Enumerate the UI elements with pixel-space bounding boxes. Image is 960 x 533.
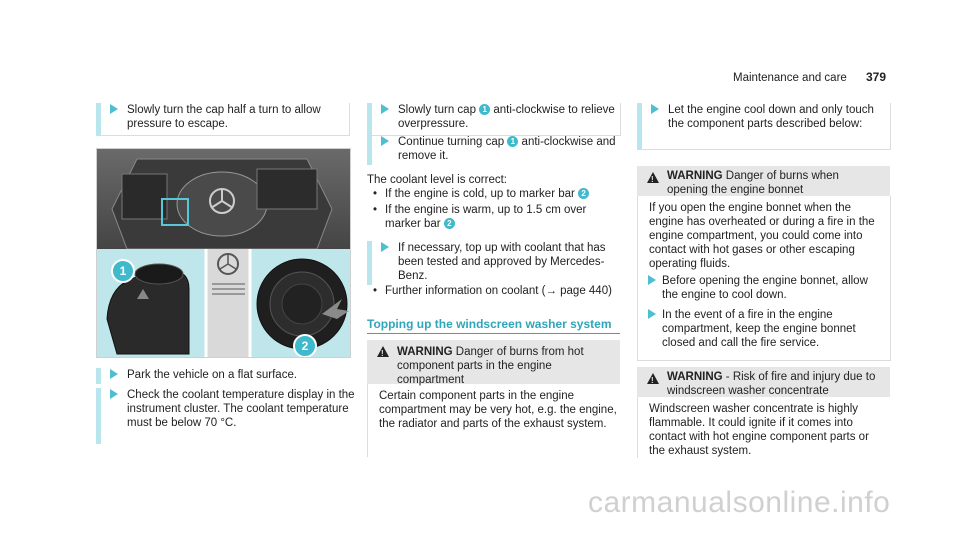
step-text <box>384 103 620 131</box>
cap-marker-1: 1 <box>479 104 490 115</box>
bullet-coolant-info: • Further information on coolant (→ page 440) <box>385 284 625 298</box>
bullet-text: If the engine is cold, up to marker bar <box>385 188 575 200</box>
step-arrow-icon <box>648 309 656 319</box>
page-number: 379 <box>866 70 887 84</box>
coolant-level-text: The coolant level is correct: <box>367 174 507 186</box>
step-before-opening <box>648 274 873 302</box>
step-check-temperature <box>96 388 359 444</box>
step-text: In the event of a fire in the engine compartment, keep the engine bonnet closed and call the fire service. <box>662 309 856 349</box>
warning-box-body <box>367 384 625 457</box>
step-text-part: anti-clockwise to relieve overpressure. <box>398 104 615 130</box>
step-cool-down <box>637 103 891 150</box>
marker-bar-2: 2 <box>578 188 589 199</box>
callout-1-badge: 1 <box>111 259 135 283</box>
step-arrow-icon <box>648 275 656 285</box>
step-arrow-icon <box>110 104 118 114</box>
warning-body-text: If you open the engine bonnet when the engine has overheated or during a fire in the engine compartment, you could come into contact with hot gases or other escaping operating fluids. <box>649 202 875 270</box>
step-text: Let the engine cool down and only touch the component parts described below: <box>668 104 874 130</box>
step-arrow-icon <box>381 136 389 146</box>
step-text-part: anti-clockwise and remove it. <box>398 136 616 162</box>
bullet-text: If the engine is warm, up to 1.5 cm over marker bar <box>385 204 587 230</box>
warning-box-header <box>637 367 890 397</box>
step-remove-cap <box>367 135 630 165</box>
warning-heading <box>667 169 882 197</box>
warning-triangle-icon <box>647 373 659 384</box>
step-text <box>384 135 630 163</box>
warning-box-header <box>367 340 620 384</box>
step-text: Park the vehicle on a flat surface. <box>127 369 298 381</box>
step-text: Slowly turn the cap half a turn to allow pressure to escape. <box>127 104 321 130</box>
warning-box-header <box>637 166 890 196</box>
warning-head-text: - Risk of fire and injury due to windscreen washer concentrate <box>667 371 876 397</box>
step-fire-event <box>648 308 873 350</box>
step-arrow-icon <box>381 242 389 252</box>
step-text: If necessary, top up with coolant that has been tested and approved by Mercedes-Benz. <box>398 242 606 282</box>
engine-illustration <box>96 148 351 358</box>
step-text: Before opening the engine bonnet, allow the engine to cool down. <box>662 275 868 301</box>
step-arrow-icon <box>651 104 659 114</box>
step-release-pressure <box>96 103 350 136</box>
step-top-up <box>367 241 630 285</box>
header-section: Maintenance and care <box>733 72 847 84</box>
warning-label: WARNING <box>397 346 453 358</box>
warning-triangle-icon <box>647 172 659 183</box>
cap-marker-1: 1 <box>507 136 518 147</box>
step-turn-cap <box>367 103 621 136</box>
callout-2-badge: 2 <box>293 334 317 358</box>
section-title-rule <box>367 333 620 334</box>
warning-body-text: Certain component parts in the engine compartment may be very hot, e.g. the engine, the radiator and parts of the exhaust system. <box>379 390 617 430</box>
warning-body-text: Windscreen washer concentrate is highly flammable. It could ignite if it comes into contact with hot engine component parts or the exhaust system. <box>649 403 869 457</box>
watermark: carmanualsonline.info <box>588 486 891 519</box>
engine-photo <box>97 149 350 357</box>
warning-box-body <box>637 196 891 361</box>
warning-label: WARNING <box>667 170 723 182</box>
warning-heading <box>397 345 612 387</box>
warning-head-text: Danger of burns when opening the engine bonnet <box>667 170 839 196</box>
step-text: Check the coolant temperature display in the instrument cluster. The coolant temperature must be below 70 °C. <box>127 389 355 429</box>
step-arrow-icon <box>110 369 118 379</box>
step-text-part: Slowly turn cap <box>398 104 476 116</box>
warning-triangle-icon <box>377 346 389 357</box>
step-park-vehicle <box>96 368 349 384</box>
warning-label: WARNING <box>667 371 723 383</box>
step-arrow-icon <box>381 104 389 114</box>
step-text-part: Continue turning cap <box>398 136 505 148</box>
bullet-cold-engine <box>385 187 615 201</box>
marker-bar-2: 2 <box>444 218 455 229</box>
section-title-washer: Topping up the windscreen washer system <box>367 317 612 331</box>
warning-heading <box>667 370 886 398</box>
warning-box-body <box>637 397 890 458</box>
warning-head-text: Danger of burns from hot component parts in the engine compartment <box>397 346 584 386</box>
step-arrow-icon <box>110 389 118 399</box>
bullet-warm-engine <box>385 203 615 231</box>
